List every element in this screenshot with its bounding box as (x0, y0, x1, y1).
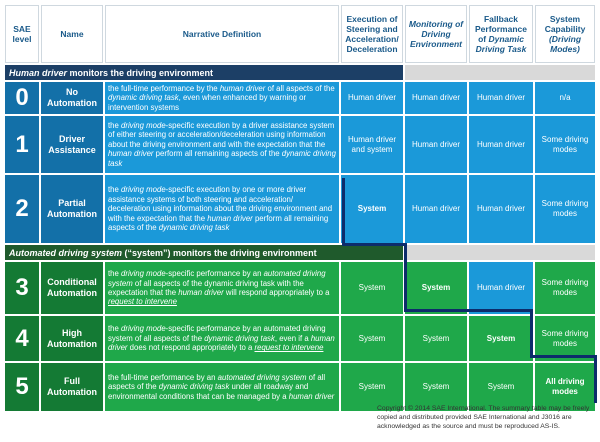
execution-cell: Human driver and system (341, 116, 403, 173)
header-capability-italic: (Driving Modes) (548, 34, 582, 54)
monitoring-cell: Human driver (405, 82, 467, 114)
monitoring-cell: Human driver (405, 116, 467, 173)
fallback-cell: Human driver (469, 82, 533, 114)
boundary-line (342, 178, 345, 244)
level-definition: the full-time performance by the human driver of all aspects of the dynamic driving task, even when enhanced by warning or intervention systems (105, 82, 339, 114)
fallback-cell: Human driver (469, 116, 533, 173)
level-definition: the full-time performance by an automated driving system of all aspects of the dynamic driving task under all roadway and environmental conditions that can be managed by a human driver (105, 363, 339, 411)
capability-cell: n/a (535, 82, 595, 114)
table-row-level-1 (5, 116, 595, 173)
fallback-cell: System (469, 363, 533, 411)
execution-cell: System (341, 316, 403, 361)
section-human-text: monitors the driving environment (67, 67, 214, 78)
level-name: High Automation (41, 316, 103, 361)
fallback-cell: Human driver (469, 175, 533, 243)
execution-cell: System (341, 363, 403, 411)
level-definition: the driving mode-specific execution by one or more driver assistance systems of both steering and acceleration/ deceleration using information about the driving environment and with the expectation that the human driver perform all remaining aspects of the dynamic driving task (105, 175, 339, 243)
capability-cell: Some driving modes (535, 316, 595, 361)
header-execution: Execution of Steering and Acceleration/ Deceleration (341, 5, 403, 63)
capability-cell: Some driving modes (535, 175, 595, 243)
level-definition: the driving mode-specific performance by an automated driving system of all aspects of the dynamic driving task, even if a human driver does not respond appropriately to a request to intervene (105, 316, 339, 361)
level-definition: the driving mode-specific execution by a driver assistance system of either steering or acceleration/deceleration using information about the driving environment and with the expectation that the human driver perform all remaining aspects of the dynamic driving task (105, 116, 339, 173)
level-name: Conditional Automation (41, 262, 103, 314)
level-definition: the driving mode-specific performance by an automated driving system of all aspects of the dynamic driving task with the expectation that the human driver will respond appropriately to a request to intervene (105, 262, 339, 314)
boundary-line (342, 243, 406, 246)
section-human-driver (5, 65, 595, 80)
level-number: 4 (5, 316, 39, 361)
header-sae-level: SAE level (5, 5, 39, 63)
section-automated-system (5, 245, 595, 260)
header-row (5, 5, 595, 63)
capability-cell: All driving modes (535, 363, 595, 411)
boundary-line (404, 243, 407, 312)
header-fallback (469, 5, 533, 63)
level-name: Full Automation (41, 363, 103, 411)
copyright-notice: Copyright © 2014 SAE International. The summary table may be freely copied and distributed provided SAE International and J3016 are acknowledged as the source and must be reproduced AS-IS. (377, 405, 590, 430)
boundary-line (404, 309, 532, 312)
monitoring-cell: System (405, 363, 467, 411)
boundary-line (594, 355, 597, 403)
execution-cell: System (341, 262, 403, 314)
table-row-level-3 (5, 262, 595, 314)
section-auto-label (5, 245, 403, 260)
table-row-level-2 (5, 175, 595, 243)
header-monitoring: Monitoring of Driving Environment (405, 5, 467, 63)
header-fallback-main: Fallback Performance of (475, 14, 527, 44)
level-name: Driver Assistance (41, 116, 103, 173)
table-row-level-0 (5, 82, 595, 114)
level-number: 1 (5, 116, 39, 173)
header-fallback-italic: Dynamic Driving Task (475, 34, 527, 54)
section-auto-italic: Automated driving system (9, 247, 123, 258)
level-name: No Automation (41, 82, 103, 114)
level-number: 2 (5, 175, 39, 243)
header-capability-main: System Capability (544, 14, 586, 34)
sae-levels-table (3, 3, 597, 413)
execution-cell: Human driver (341, 82, 403, 114)
monitoring-cell: Human driver (405, 175, 467, 243)
section-human-italic: Human driver (9, 67, 68, 78)
execution-cell: System (341, 175, 403, 243)
table-row-level-4 (5, 316, 595, 361)
section-gray-filler (405, 245, 595, 260)
boundary-line (530, 355, 596, 358)
level-number: 5 (5, 363, 39, 411)
fallback-cell: Human driver (469, 262, 533, 314)
header-system-capability (535, 5, 595, 63)
level-name: Partial Automation (41, 175, 103, 243)
section-human-label (5, 65, 403, 80)
level-number: 0 (5, 82, 39, 114)
boundary-line (530, 309, 533, 357)
section-gray-filler (405, 65, 595, 80)
capability-cell: Some driving modes (535, 116, 595, 173)
section-auto-text: (“system”) monitors the driving environment (122, 247, 317, 258)
capability-cell: Some driving modes (535, 262, 595, 314)
monitoring-cell: System (405, 316, 467, 361)
header-narrative-definition: Narrative Definition (105, 5, 339, 63)
header-name: Name (41, 5, 103, 63)
level-number: 3 (5, 262, 39, 314)
monitoring-cell: System (405, 262, 467, 314)
fallback-cell: System (469, 316, 533, 361)
